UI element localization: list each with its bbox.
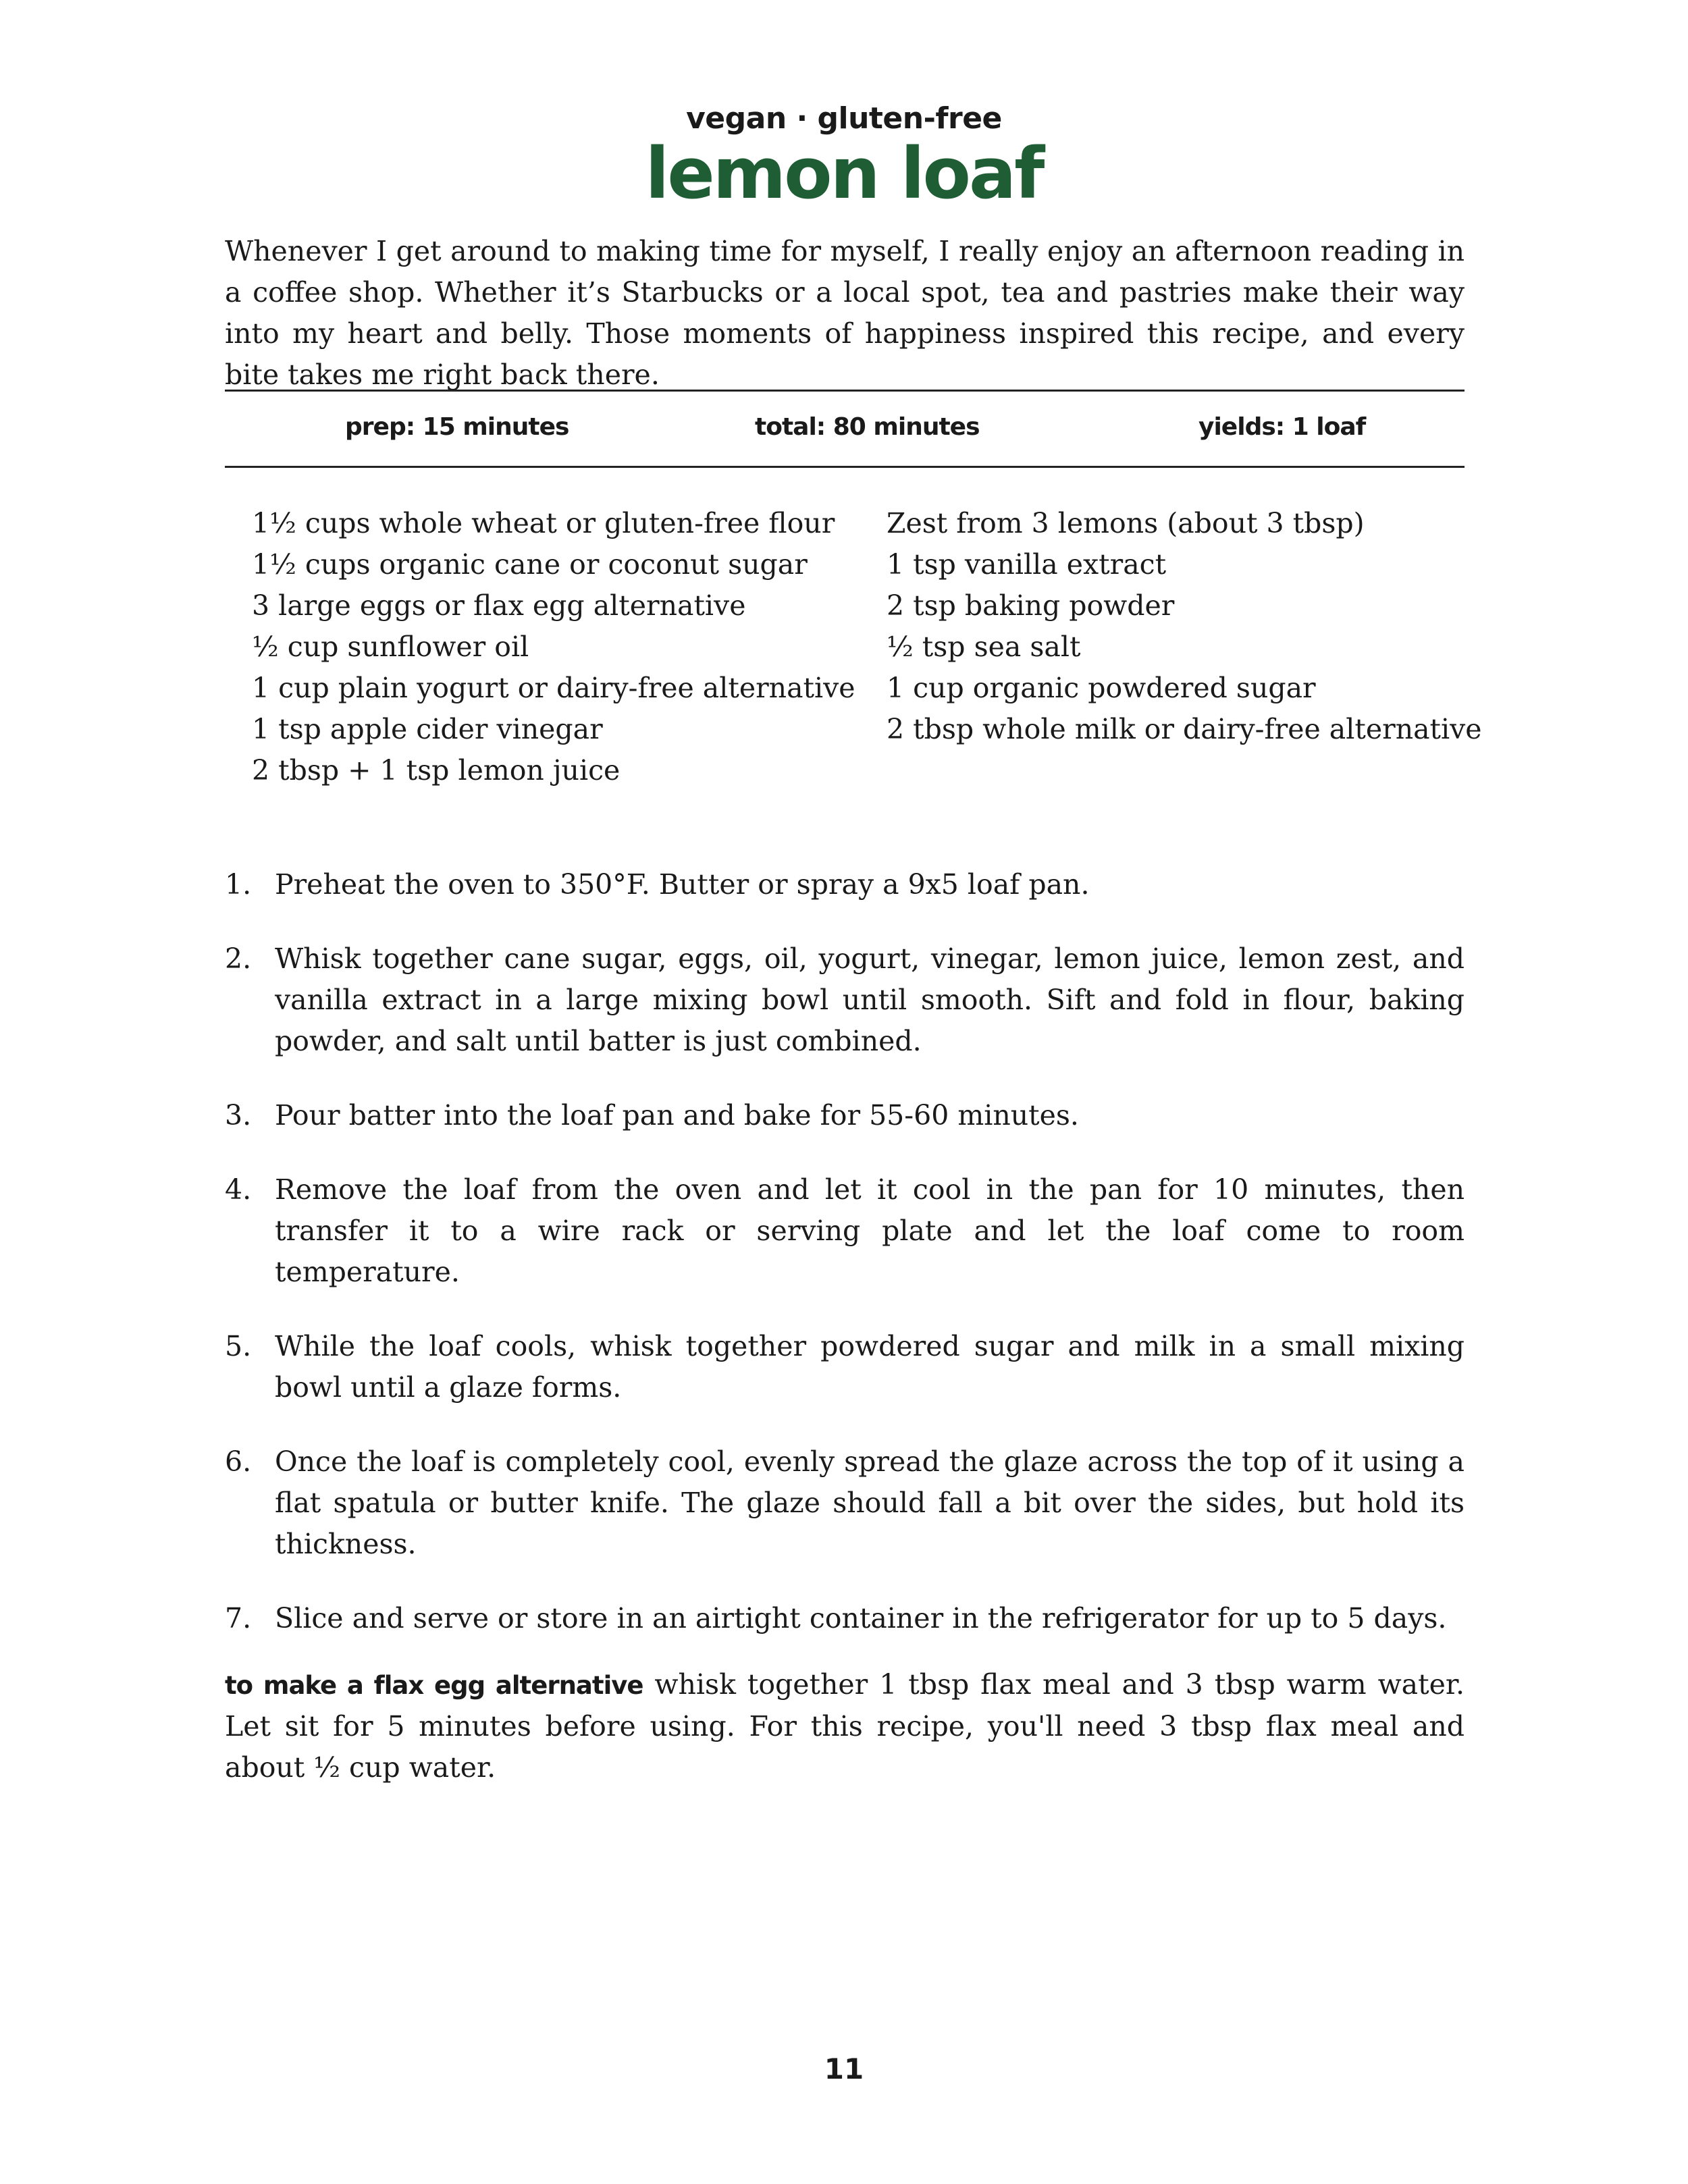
step-text: Whisk together cane sugar, eggs, oil, yogurt, vinegar, lemon juice, lemon zest, and vanilla extract in a large mixing bowl until smooth. Sift and fold in flour, baking powder, and salt until batter is just combined. xyxy=(275,942,1465,1057)
step-number: 7. xyxy=(225,1602,252,1634)
flax-egg-note xyxy=(225,1664,1465,1788)
step-number: 6. xyxy=(225,1445,252,1478)
yield: yields: 1 loaf xyxy=(1198,413,1366,441)
step-number: 2. xyxy=(225,942,252,975)
ingredient-item: 1½ cups organic cane or coconut sugar xyxy=(252,548,808,581)
ingredient-item: 2 tsp baking powder xyxy=(887,589,1175,622)
ingredient-item: 1 tsp apple cider vinegar xyxy=(252,713,603,745)
prep-time: prep: 15 minutes xyxy=(345,413,569,441)
ingredient-item: 3 large eggs or flax egg alternative xyxy=(252,589,746,622)
step-text: Pour batter into the loaf pan and bake for 55-60 minutes. xyxy=(275,1099,1079,1131)
instruction-step xyxy=(225,1326,1465,1408)
instruction-step xyxy=(225,1169,1465,1293)
ingredient-item: 1 tsp vanilla extract xyxy=(887,548,1167,581)
ingredient-item: ½ tsp sea salt xyxy=(887,631,1081,663)
step-text: Preheat the oven to 350°F. Butter or spray a 9x5 loaf pan. xyxy=(275,868,1090,901)
step-number: 5. xyxy=(225,1330,252,1362)
note-lead: to make a flax egg alternative xyxy=(225,1671,643,1700)
recipe-tags: vegan · gluten-free xyxy=(686,101,1002,136)
bottom-divider xyxy=(225,466,1465,468)
ingredient-item: ½ cup sunflower oil xyxy=(252,631,529,663)
recipe-meta xyxy=(225,413,1465,447)
ingredient-item: 2 tbsp whole milk or dairy-free alternative xyxy=(887,713,1482,745)
step-text: While the loaf cools, whisk together powdered sugar and milk in a small mixing bowl until a glaze forms. xyxy=(275,1330,1465,1404)
ingredient-item: Zest from 3 lemons (about 3 tbsp) xyxy=(887,507,1365,539)
ingredient-item: 1½ cups whole wheat or gluten-free flour xyxy=(252,507,835,539)
instruction-step xyxy=(225,1598,1465,1639)
instructions-list xyxy=(225,864,1465,1672)
ingredient-item: 1 cup organic powdered sugar xyxy=(887,672,1316,704)
step-number: 1. xyxy=(225,868,252,901)
step-number: 3. xyxy=(225,1099,252,1131)
step-text: Remove the loaf from the oven and let it cool in the pan for 10 minutes, then transfer it to a wire rack or serving plate and let the loaf come to room temperature. xyxy=(275,1173,1465,1288)
note-text: whisk together 1 tbsp flax meal and 3 tbsp warm water. Let sit for 5 minutes before using. For this recipe, you'll need 3 tbsp flax meal and about ½ cup water. xyxy=(225,1668,1465,1784)
total-time: total: 80 minutes xyxy=(755,413,980,441)
instruction-step xyxy=(225,1095,1465,1136)
ingredients-left-column xyxy=(252,503,855,791)
instruction-step xyxy=(225,864,1465,905)
intro-paragraph: Whenever I get around to making time for myself, I really enjoy an afternoon reading in a coffee shop. Whether it’s Starbucks or a local spot, tea and pastries make their way into my heart and belly. Those moments of happiness inspired this recipe, and every bite takes me right back there. xyxy=(225,235,1465,391)
top-divider xyxy=(225,390,1465,392)
ingredient-item: 2 tbsp + 1 tsp lemon juice xyxy=(252,754,621,787)
instruction-step xyxy=(225,1441,1465,1565)
page-number: 11 xyxy=(824,2052,864,2085)
ingredients-right-column xyxy=(887,503,1482,750)
recipe-title: lemon loaf xyxy=(645,132,1043,215)
instruction-step xyxy=(225,938,1465,1062)
ingredient-item: 1 cup plain yogurt or dairy-free alternative xyxy=(252,672,855,704)
step-text: Once the loaf is completely cool, evenly spread the glaze across the top of it using a flat spatula or butter knife. The glaze should fall a bit over the sides, but hold its thickness. xyxy=(275,1445,1465,1560)
step-number: 4. xyxy=(225,1173,252,1206)
step-text: Slice and serve or store in an airtight container in the refrigerator for up to 5 days. xyxy=(275,1602,1447,1634)
